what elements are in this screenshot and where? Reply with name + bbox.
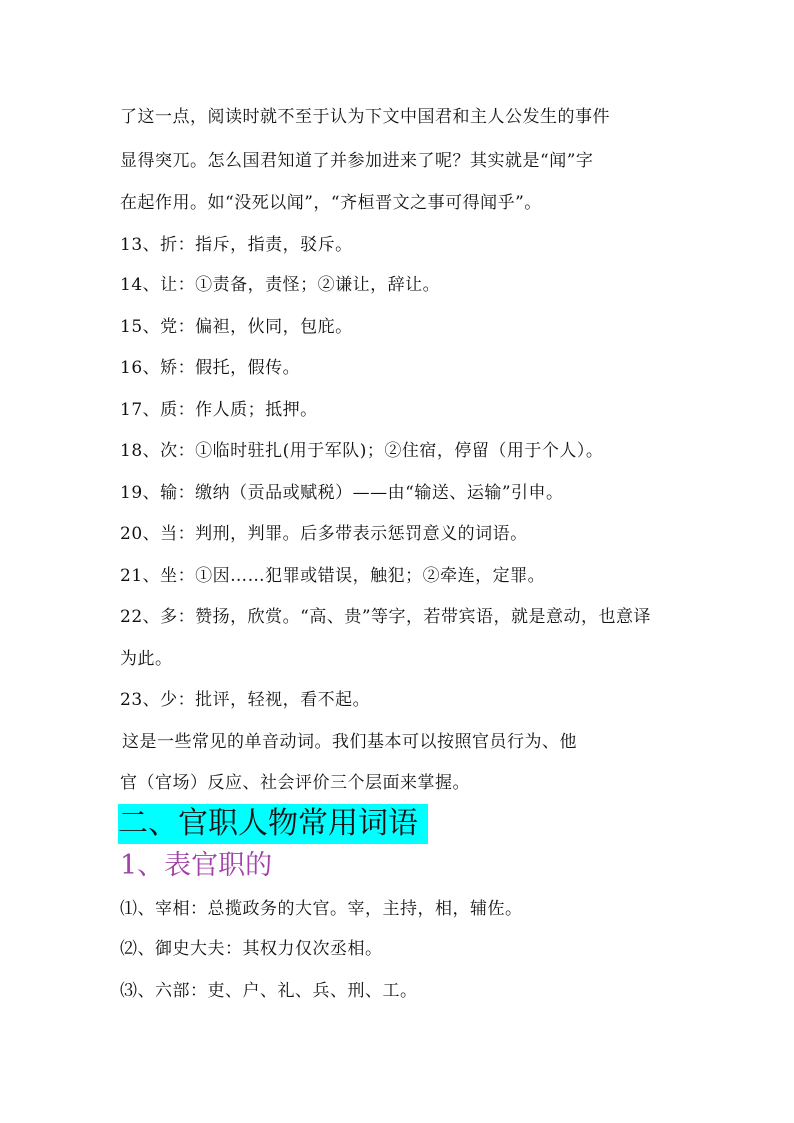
subsection-heading: 1、表官职的 (120, 850, 273, 881)
list-item: 14、让：①责备，责怪；②谦让，辞让。 (120, 275, 441, 295)
paragraph-line: 官（官场）反应、社会评价三个层面来掌握。 (120, 773, 470, 793)
paragraph-line: 在起作用。如“没死以闻”，“齐桓晋文之事可得闻乎”。 (120, 193, 542, 213)
list-item: 18、次：①临时驻扎(用于军队)；②住宿，停留（用于个人）。 (120, 441, 604, 461)
list-item: ⑵、御史大夫：其权力仅次丞相。 (120, 939, 383, 959)
list-item: 23、少：批评，轻视，看不起。 (120, 690, 371, 710)
list-item-continuation: 为此。 (120, 649, 173, 669)
section-heading: 二、官职人物常用词语 (118, 804, 428, 844)
list-item: 15、党：偏袒，伙同，包庇。 (120, 317, 353, 337)
list-item: 21、坐：①因……犯罪或错误，触犯；②牵连，定罪。 (120, 566, 546, 586)
list-item: 20、当：判刑，判罪。后多带表示惩罚意义的词语。 (120, 524, 528, 544)
list-item: ⑴、宰相：总揽政务的大官。宰，主持，相，辅佐。 (120, 899, 523, 919)
paragraph-line: 显得突兀。怎么国君知道了并参加进来了呢？其实就是“闻”字 (120, 151, 594, 171)
list-item: 16、矫：假托，假传。 (120, 358, 301, 378)
paragraph-line: 这是一些常见的单音动词。我们基本可以按照官员行为、他 (122, 732, 577, 752)
list-item: 22、多：赞扬，欣赏。“高、贵”等字，若带宾语，就是意动，也意译 (120, 607, 652, 627)
list-item: 19、输：缴纳（贡品或赋税）——由“输送、运输”引申。 (120, 483, 564, 503)
list-item: 17、质：作人质；抵押。 (120, 400, 318, 420)
list-item: 13、折：指斥，指责，驳斥。 (120, 235, 353, 255)
paragraph-line: 了这一点，阅读时就不至于认为下文中国君和主人公发生的事件 (120, 107, 610, 127)
list-item: ⑶、六部：吏、户、礼、兵、刑、工。 (120, 981, 418, 1001)
